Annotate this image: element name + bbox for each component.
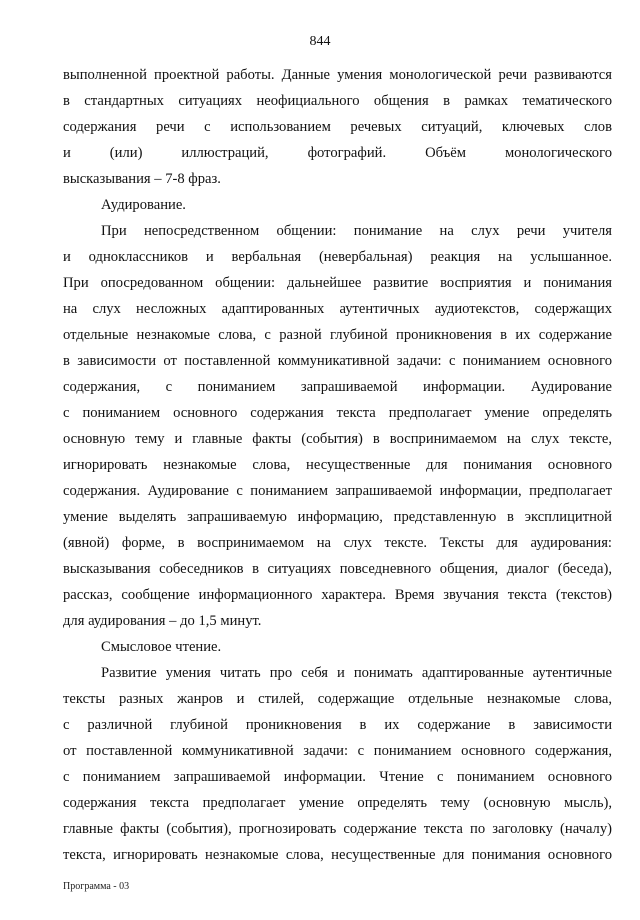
text-line: умение выделять запрашиваемую информацию, представленную в эксплицитной [63, 509, 612, 525]
text-line: в зависимости от поставленной коммуникативной задачи: с пониманием основного [63, 353, 612, 369]
text-line: содержания текста предполагает умение определять тему (основную мысль), [63, 795, 612, 811]
text-line: отдельные незнакомые слова, с разной глубиной проникновения в их содержание [63, 327, 612, 343]
text-line: для аудирования – до 1,5 минут. [63, 613, 262, 629]
text-line: с пониманием основного содержания текста предполагает умение определять [63, 405, 612, 421]
text-line: При непосредственном общении: понимание на слух речи учителя [101, 223, 612, 239]
text-line: высказывания собеседников в ситуациях повседневного общения, диалог (беседа), [63, 561, 612, 577]
text-line: с пониманием запрашиваемой информации. Чтение с пониманием основного [63, 769, 612, 785]
text-line: содержания, с пониманием запрашиваемой информации. Аудирование [63, 379, 612, 395]
text-line: от поставленной коммуникативной задачи: с пониманием основного содержания, [63, 743, 612, 759]
text-line: Смысловое чтение. [101, 639, 222, 655]
text-line: текста, игнорировать незнакомые слова, несущественные для понимания основного [63, 847, 612, 863]
text-line: основную тему и главные факты (события) в воспринимаемом на слух тексте, [63, 431, 612, 447]
body-text [63, 62, 612, 868]
footer-label: Программа - 03 [63, 881, 130, 892]
page-number: 844 [309, 34, 331, 49]
text-line: Развитие умения читать про себя и понимать адаптированные аутентичные [101, 665, 612, 681]
text-line: с различной глубиной проникновения в их содержание в зависимости [63, 717, 612, 733]
text-line: и одноклассников и вербальная (невербальная) реакция на услышанное. [63, 249, 612, 265]
text-line: Аудирование. [101, 197, 186, 213]
text-line: выполненной проектной работы. Данные умения монологической речи развиваются [63, 67, 612, 83]
text-line: и (или) иллюстраций, фотографий. Объём монологического [63, 145, 612, 161]
text-line: При опосредованном общении: дальнейшее развитие восприятия и понимания [63, 275, 612, 291]
text-line: содержания речи с использованием речевых ситуаций, ключевых слов [63, 119, 612, 135]
text-line: главные факты (события), прогнозировать содержание текста по заголовку (началу) [63, 821, 612, 837]
text-line: (явной) форме, в воспринимаемом на слух тексте. Тексты для аудирования: [63, 535, 612, 551]
text-line: на слух несложных адаптированных аутентичных аудиотекстов, содержащих [63, 301, 612, 317]
text-line: тексты разных жанров и стилей, содержащие отдельные незнакомые слова, [63, 691, 612, 707]
text-line: высказывания – 7-8 фраз. [63, 171, 221, 187]
text-line: содержания. Аудирование с пониманием запрашиваемой информации, предполагает [63, 483, 612, 499]
text-line: рассказ, сообщение информационного характера. Время звучания текста (текстов) [63, 587, 612, 603]
text-line: в стандартных ситуациях неофициального общения в рамках тематического [63, 93, 612, 109]
text-line: игнорировать незнакомые слова, несущественные для понимания основного [63, 457, 612, 473]
